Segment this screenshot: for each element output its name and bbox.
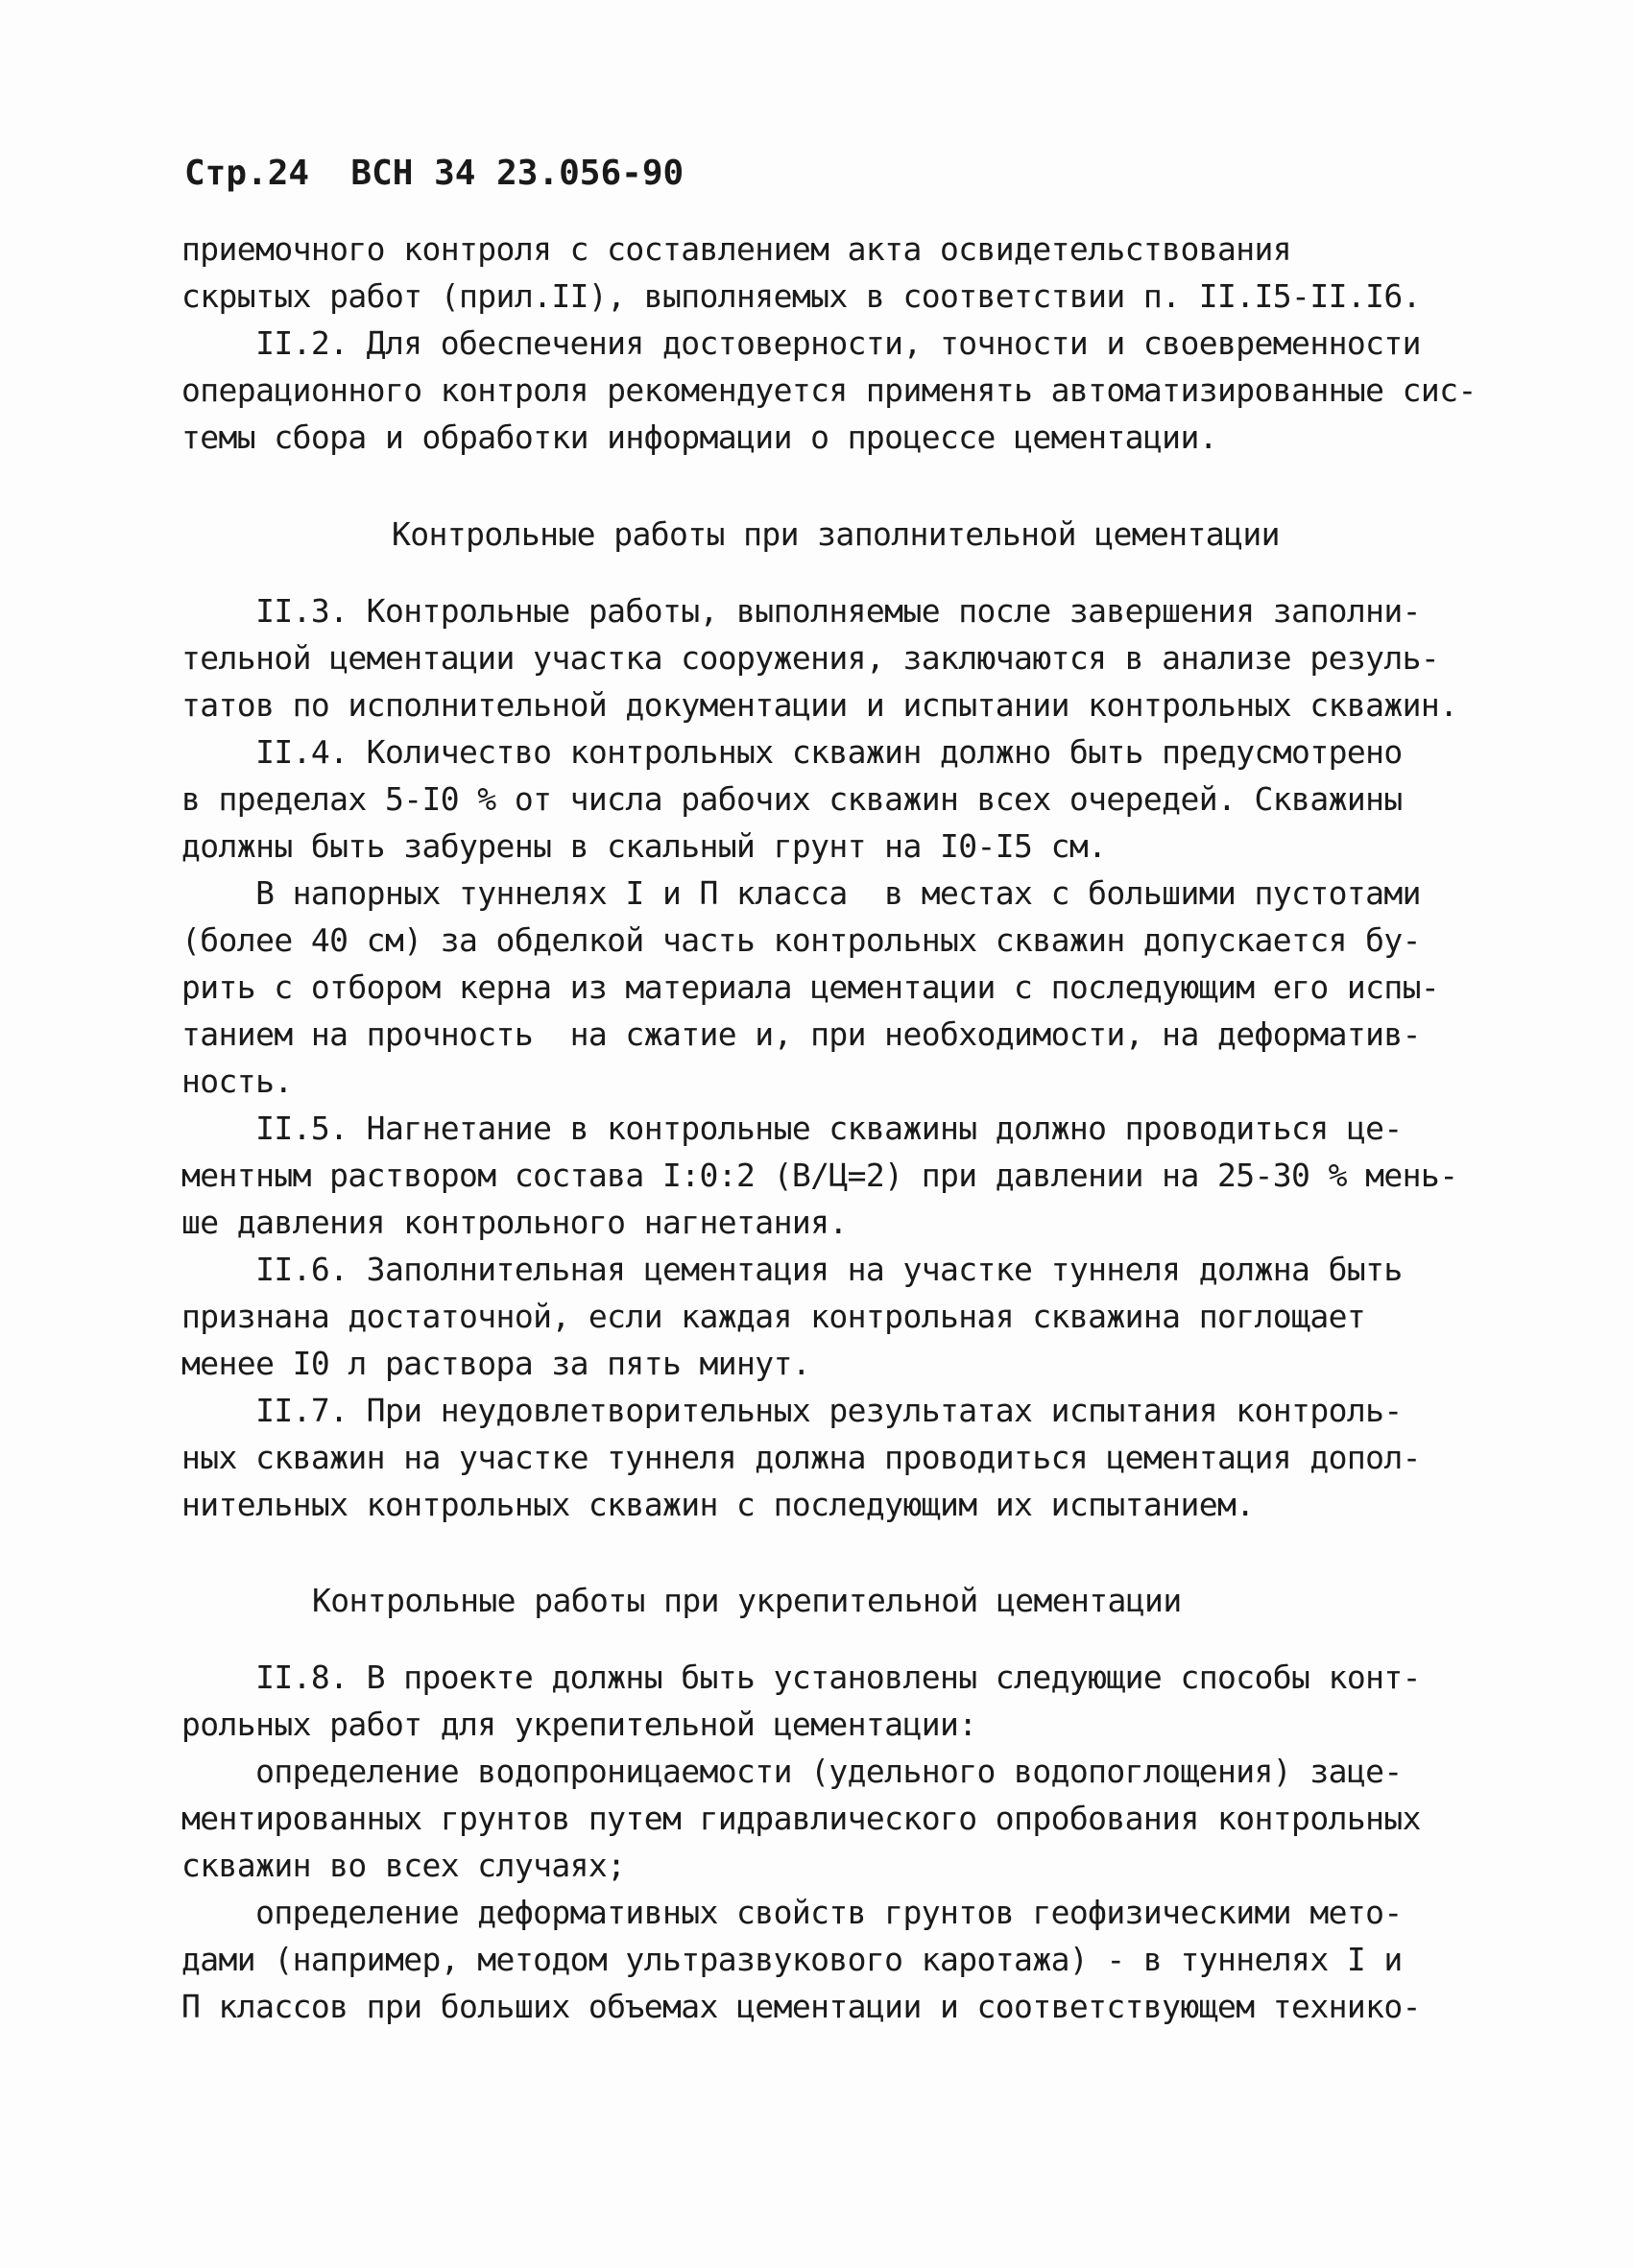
paragraph-block-2	[181, 587, 1525, 1528]
text-line: II.4. Количество контрольных скважин должно быть предусмотрено	[181, 733, 1403, 771]
text-line: скважин во всех случаях;	[181, 1847, 626, 1884]
text-line: ше давления контрольного нагнетания.	[181, 1204, 848, 1241]
text-line: должны быть забурены в скальный грунт на I0-I5 см.	[181, 827, 1107, 865]
text-line: определение деформативных свойств грунтов геофизическими мето-	[181, 1894, 1403, 1931]
text-line: ментированных грунтов путем гидравлического опробования контрольных	[181, 1800, 1421, 1837]
text-line: II.7. При неудовлетворительных результатах испытания контроль-	[181, 1392, 1403, 1429]
text-line: П классов при больших объемах цементации и соответствующем технико-	[181, 1988, 1421, 2025]
text-line: II.3. Контрольные работы, выполняемые после завершения заполни-	[181, 592, 1421, 630]
page-header: Стр.24 ВСН 34 23.056-90	[184, 154, 684, 193]
text-line: определение водопроницаемости (удельного водопоглощения) заце-	[181, 1753, 1403, 1790]
text-line: рить с отбором керна из материала цементации с последующим его испы-	[181, 968, 1440, 1006]
section-heading: Контрольные работы при заполнительной цементации	[392, 515, 1280, 553]
text-line: II.2. Для обеспечения достоверности, точности и своевременности	[181, 324, 1421, 362]
text-line: ность.	[181, 1062, 293, 1100]
paragraph-block-1	[181, 226, 1525, 461]
text-line: признана достаточной, если каждая контрольная скважина поглощает	[181, 1298, 1366, 1335]
text-line: татов по исполнительной документации и испытании контрольных скважин.	[181, 686, 1458, 724]
text-line: тельной цементации участка сооружения, заключаются в анализе резуль-	[181, 639, 1440, 677]
text-line: II.5. Нагнетание в контрольные скважины должно проводиться це-	[181, 1110, 1403, 1147]
text-line: II.6. Заполнительная цементация на участке туннеля должна быть	[181, 1251, 1403, 1288]
text-line: ментным раствором состава I:0:2 (В/Ц=2) при давлении на 25-30 % мень-	[181, 1157, 1458, 1194]
text-line: приемочного контроля с составлением акта освидетельствования	[181, 230, 1292, 268]
text-line: В напорных туннелях I и П класса в местах с большими пустотами	[181, 874, 1421, 912]
text-line: рольных работ для укрепительной цементации:	[181, 1706, 977, 1743]
text-line: нительных контрольных скважин с последующим их испытанием.	[181, 1486, 1255, 1523]
text-line: танием на прочность на сжатие и, при необходимости, на деформатив-	[181, 1015, 1421, 1053]
text-line: скрытых работ (прил.II), выполняемых в соответствии п. II.I5-II.I6.	[181, 277, 1421, 315]
section-heading: Контрольные работы при укрепительной цементации	[312, 1582, 1182, 1619]
text-line: ных скважин на участке туннеля должна проводиться цементация допол-	[181, 1439, 1421, 1476]
text-line: менее I0 л раствора за пять минут.	[181, 1345, 811, 1382]
paragraph-block-3	[181, 1654, 1525, 2030]
text-line: темы сбора и обработки информации о процессе цементации.	[181, 418, 1217, 456]
text-line: операционного контроля рекомендуется применять автоматизированные сис-	[181, 371, 1477, 409]
text-line: II.8. В проекте должны быть установлены следующие способы конт-	[181, 1659, 1421, 1696]
text-line: в пределах 5-I0 % от числа рабочих скважин всех очередей. Скважины	[181, 780, 1403, 818]
text-line: (более 40 см) за обделкой часть контрольных скважин допускается бу-	[181, 921, 1421, 959]
text-line: дами (например, методом ультразвукового каротажа) - в туннелях I и	[181, 1941, 1403, 1978]
